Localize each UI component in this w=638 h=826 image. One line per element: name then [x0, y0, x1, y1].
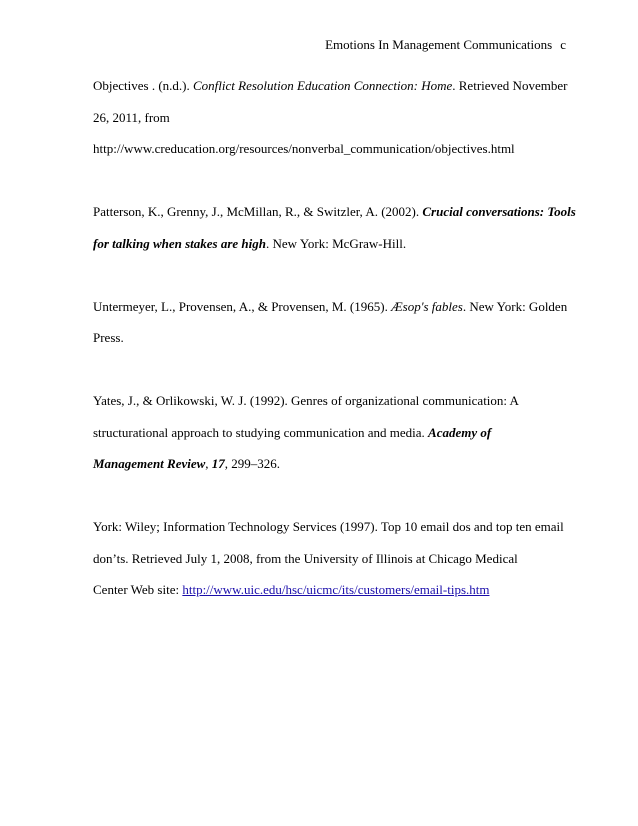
reference-text: don’ts. Retrieved July 1, 2008, from the University of Illinois at Chicago Medical: [93, 550, 518, 566]
reference-volume: 17: [211, 456, 225, 471]
reference-entry: [93, 385, 573, 480]
reference-entry: [93, 70, 573, 165]
reference-text: . New York: Golden: [462, 298, 568, 314]
reference-text: Objectives . (n.d.).: [93, 78, 194, 93]
reference-text: . Retrieved November: [452, 78, 568, 93]
reference-text: ,: [205, 456, 212, 471]
reference-text: 26, 2011, from: [93, 109, 170, 125]
reference-text: . New York: McGraw-Hill.: [266, 235, 407, 251]
reference-entry: [93, 291, 573, 354]
reference-text: Press.: [93, 330, 124, 345]
reference-link[interactable]: http://www.uic.edu/hsc/uicmc/its/customers/email-tips.htm: [182, 582, 490, 597]
reference-title: for talking when stakes are high: [93, 235, 267, 251]
reference-url: http://www.creducation.org/resources/nonverbal_communication/objectives.html: [93, 141, 515, 156]
reference-title: Academy of: [428, 424, 492, 440]
reference-text: Center Web site:: [93, 582, 183, 597]
reference-title: Æsop's fables: [391, 298, 463, 314]
reference-text: York: Wiley; Information Technology Services (1997). Top 10 email dos and top ten email: [93, 519, 564, 534]
reference-text: Untermeyer, L., Provensen, A., & Provensen, M. (1965).: [93, 298, 392, 314]
reference-title: Crucial conversations: Tools: [422, 204, 576, 219]
page-number: c: [560, 37, 566, 52]
reference-title: Management Review: [93, 456, 206, 471]
reference-list: [93, 70, 576, 637]
reference-text: , 299–326.: [224, 456, 281, 471]
reference-text: Patterson, K., Grenny, J., McMillan, R., & Switzler, A. (2002).: [93, 204, 423, 219]
reference-title: Conflict Resolution Education Connection: Home: [193, 78, 453, 93]
running-head: [325, 37, 566, 53]
reference-entry: [93, 511, 573, 606]
reference-entry: [93, 196, 576, 259]
reference-text: structurational approach to studying communication and media.: [93, 424, 429, 440]
running-title: Emotions In Management Communications: [325, 37, 553, 52]
reference-text: Yates, J., & Orlikowski, W. J. (1992). Genres of organizational communication: A: [93, 393, 519, 408]
